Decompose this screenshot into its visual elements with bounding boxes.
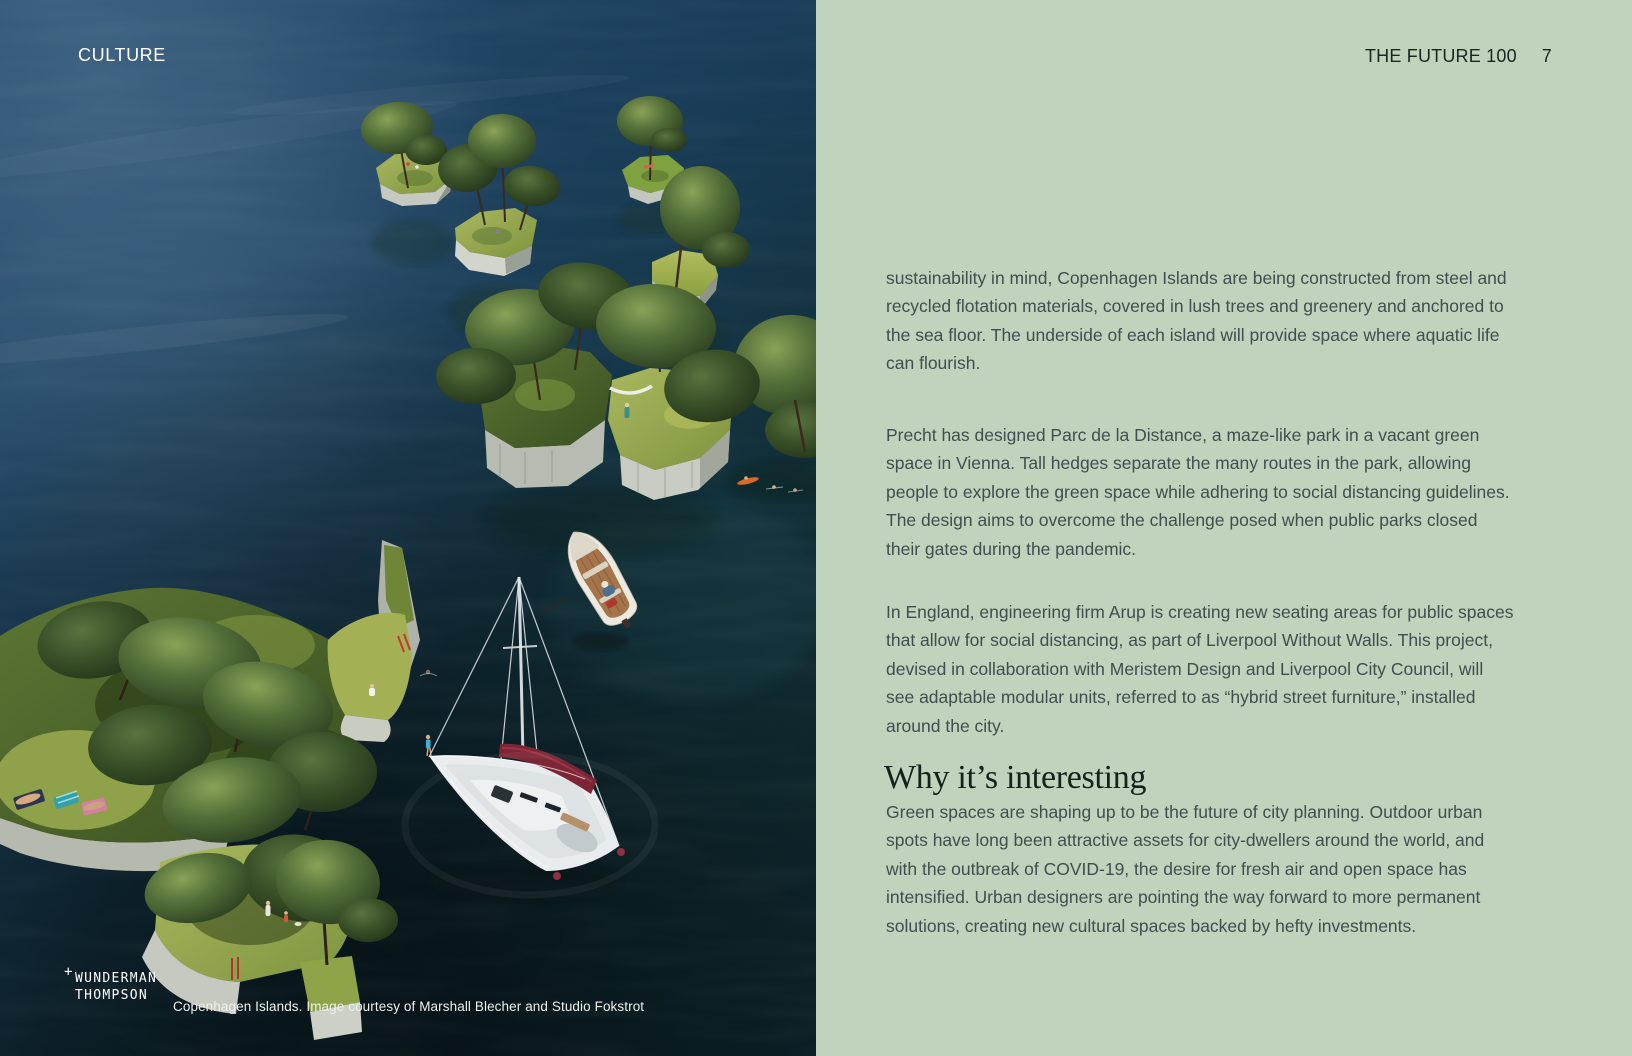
article-panel — [816, 0, 1632, 1056]
page-number: 7 — [1541, 46, 1552, 66]
wunderman-thompson-logo — [64, 964, 158, 1004]
body-paragraph-1: sustainability in mind, Copenhagen Islands are being constructed from steel and recycled flotation materials, covered in lush trees and greenery and anchored to the sea floor. The underside of each island will provide space where aquatic life can flourish. — [886, 268, 1507, 374]
section-kicker: CULTURE — [78, 45, 166, 65]
page-header — [1365, 47, 1552, 65]
report-title: THE FUTURE 100 — [1364, 46, 1517, 66]
why-paragraph: Green spaces are shaping up to be the future of city planning. Outdoor urban spots have long been attractive assets for city-dwellers around the world, and with the outbreak of COVID-19, the desire for fresh air and open space has intensified. Urban designers are pointing the way forward to more permanent solutions, creating new cultural spaces backed by hefty investments. — [886, 802, 1485, 936]
why-heading: Why it’s interesting — [884, 759, 1147, 796]
logo-line-2: THOMPSON — [75, 988, 149, 1003]
body-paragraph-3: In England, engineering firm Arup is creating new seating areas for public spaces that allow for social distancing, as part of Liverpool Without Walls. This project, devised in collaboration with Meristem Design and Liverpool City Council, will see adaptable modular units, referred to as “hybrid street furniture,” installed around the city. — [886, 602, 1514, 736]
body-paragraph-2: Precht has designed Parc de la Distance, a maze-like park in a vacant green space in Vienna. Tall hedges separate the many routes in the park, allowing people to explore the green space while adhering to social distancing guidelines. The design aims to overcome the challenge posed when public parks closed their gates during the pandemic. — [886, 425, 1510, 559]
logo-line-1: WUNDERMAN — [75, 971, 158, 986]
logo-plus-icon: + — [64, 964, 73, 980]
photo-caption: Copenhagen Islands. Image courtesy of Marshall Blecher and Studio Fokstrot — [173, 999, 645, 1014]
